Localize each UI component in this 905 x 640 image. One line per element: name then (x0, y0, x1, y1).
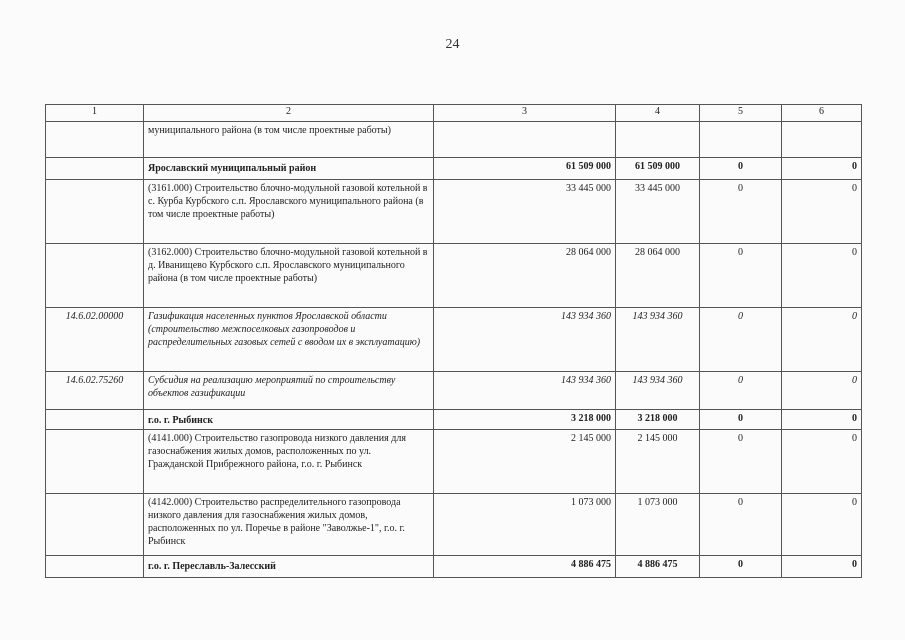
header-row (46, 105, 862, 122)
cell-name: г.о. г. Переславль-Залесский (144, 556, 434, 578)
header-col-6: 6 (782, 105, 862, 122)
cell-col5: 0 (700, 410, 782, 430)
cell-code: 14.6.02.00000 (46, 308, 144, 372)
cell-code (46, 410, 144, 430)
cell-col6 (782, 122, 862, 158)
cell-col4: 2 145 000 (616, 430, 700, 494)
cell-col5: 0 (700, 308, 782, 372)
cell-col6: 0 (782, 494, 862, 556)
cell-code (46, 556, 144, 578)
cell-col3: 2 145 000 (434, 430, 616, 494)
table-row (46, 430, 862, 494)
cell-col5: 0 (700, 494, 782, 556)
table-row-section (46, 308, 862, 372)
cell-col4: 4 886 475 (616, 556, 700, 578)
cell-col5: 0 (700, 430, 782, 494)
cell-col4: 143 934 360 (616, 372, 700, 410)
cell-code (46, 430, 144, 494)
cell-col3: 61 509 000 (434, 158, 616, 180)
header-col-4: 4 (616, 105, 700, 122)
cell-col3: 33 445 000 (434, 180, 616, 244)
cell-col5 (700, 122, 782, 158)
cell-col4: 1 073 000 (616, 494, 700, 556)
header-col-1: 1 (46, 105, 144, 122)
cell-col4: 28 064 000 (616, 244, 700, 308)
table-row-group-total (46, 556, 862, 578)
cell-col6: 0 (782, 556, 862, 578)
table-row (46, 122, 862, 158)
page-number: 24 (445, 37, 460, 52)
table-row (46, 494, 862, 556)
cell-col3: 143 934 360 (434, 308, 616, 372)
cell-col4: 3 218 000 (616, 410, 700, 430)
cell-col5: 0 (700, 372, 782, 410)
cell-col3: 3 218 000 (434, 410, 616, 430)
cell-col3: 4 886 475 (434, 556, 616, 578)
cell-code (46, 244, 144, 308)
table-row-group-total (46, 158, 862, 180)
cell-col4: 33 445 000 (616, 180, 700, 244)
table-row-section (46, 372, 862, 410)
cell-col6: 0 (782, 410, 862, 430)
cell-col3: 28 064 000 (434, 244, 616, 308)
header-col-2: 2 (144, 105, 434, 122)
table-row-group-total (46, 410, 862, 430)
table-row (46, 180, 862, 244)
cell-col6: 0 (782, 180, 862, 244)
cell-col5: 0 (700, 556, 782, 578)
cell-col4 (616, 122, 700, 158)
cell-code: 14.6.02.75260 (46, 372, 144, 410)
table-row (46, 244, 862, 308)
cell-col6: 0 (782, 308, 862, 372)
cell-col6: 0 (782, 430, 862, 494)
cell-code (46, 180, 144, 244)
cell-col3 (434, 122, 616, 158)
cell-col3: 1 073 000 (434, 494, 616, 556)
cell-code (46, 122, 144, 158)
cell-col5: 0 (700, 180, 782, 244)
cell-name: муниципального района (в том числе проектные работы) (144, 122, 434, 158)
cell-name: (3162.000) Строительство блочно-модульной газовой котельной в д. Иванищево Курбского с.п. Ярославского муниципального района (в том числе проектные работы) (144, 244, 434, 308)
cell-col4: 143 934 360 (616, 308, 700, 372)
cell-col4: 61 509 000 (616, 158, 700, 180)
cell-name: Газификация населенных пунктов Ярославской области (строительство межпоселковых газопроводов и распределительных газовых сетей с вводом их в эксплуатацию) (144, 308, 434, 372)
cell-col6: 0 (782, 158, 862, 180)
cell-col6: 0 (782, 244, 862, 308)
cell-name: Ярославский муниципальный район (144, 158, 434, 180)
cell-col5: 0 (700, 158, 782, 180)
cell-col3: 143 934 360 (434, 372, 616, 410)
cell-name: г.о. г. Рыбинск (144, 410, 434, 430)
cell-name: (3161.000) Строительство блочно-модульной газовой котельной в с. Курба Курбского с.п. Ярославского муниципального района (в том числе проектные работы) (144, 180, 434, 244)
cell-code (46, 494, 144, 556)
header-col-5: 5 (700, 105, 782, 122)
cell-col6: 0 (782, 372, 862, 410)
cell-code (46, 158, 144, 180)
cell-name: Субсидия на реализацию мероприятий по строительству объектов газификации (144, 372, 434, 410)
cell-name: (4141.000) Строительство газопровода низкого давления для газоснабжения жилых домов, расположенных по ул. Гражданской Прибрежного района, г.о. г. Рыбинск (144, 430, 434, 494)
cell-name: (4142.000) Строительство распределительного газопровода низкого давления для газоснабжения жилых домов, расположенных по ул. Поречье в районе "Заволжье-1", г.о. г. Рыбинск (144, 494, 434, 556)
budget-table (45, 104, 862, 578)
header-col-3: 3 (434, 105, 616, 122)
cell-col5: 0 (700, 244, 782, 308)
